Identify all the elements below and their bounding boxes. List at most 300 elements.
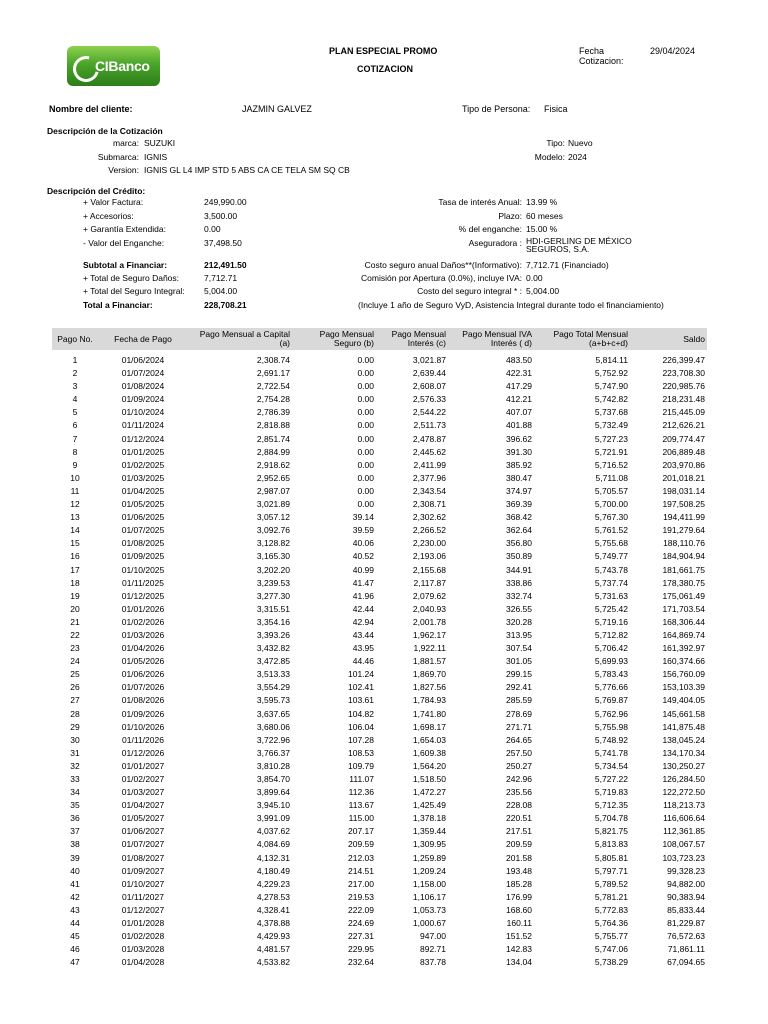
cell-seguro: 113.67	[348, 800, 374, 811]
fecha-label: Fecha Cotizacion:	[579, 46, 624, 66]
version-label: Version:	[108, 165, 139, 175]
cell-iva: 338.86	[506, 577, 532, 588]
cell-seguro: 0.00	[357, 368, 374, 379]
marca-label: marca:	[113, 138, 139, 148]
cell-fecha: 01/12/2024	[121, 433, 165, 444]
cell-total: 5,752.92	[594, 368, 628, 379]
cell-fecha: 01/01/2026	[121, 603, 165, 614]
cell-iva: 483.50	[506, 355, 532, 365]
marca-value: SUZUKI	[144, 138, 176, 148]
cell-total: 5,705.57	[594, 485, 628, 496]
cell-saldo: 85,833.44	[667, 904, 705, 915]
cell-fecha: 01/07/2026	[121, 682, 165, 693]
cell-capital: 3,854.70	[256, 774, 290, 784]
logo-text: CIBanco	[95, 58, 150, 74]
cell-capital: 3,239.53	[256, 577, 290, 588]
cell-total: 5,727.23	[594, 433, 628, 444]
cell-iva: 142.83	[506, 944, 532, 955]
total-value: 228,708.21	[204, 300, 247, 310]
cell-interes: 2,639.44	[412, 368, 446, 379]
cell-total: 5,719.83	[594, 787, 628, 798]
cell-total: 5,700.00	[594, 499, 628, 510]
cell-interes: 1,698.17	[412, 721, 446, 732]
cell-seguro: 104.82	[348, 708, 374, 719]
header-fecha-pago: Fecha de Pago	[114, 333, 172, 344]
table-row	[52, 747, 707, 760]
cell-fecha: 01/09/2026	[121, 708, 165, 719]
cell-total: 5,776.66	[594, 682, 628, 693]
cell-capital: 3,165.30	[256, 551, 290, 562]
valor-factura-label: + Valor Factura:	[83, 197, 144, 207]
cell-saldo: 156,760.09	[662, 669, 705, 680]
cell-interes: 2,117.87	[413, 577, 446, 588]
cell-capital: 4,278.53	[256, 891, 290, 902]
cell-fecha: 01/12/2027	[121, 904, 165, 915]
cell-capital: 2,884.99	[256, 446, 290, 457]
cell-total: 5,732.49	[594, 420, 628, 431]
cell-total: 5,805.81	[594, 852, 628, 863]
cell-iva: 176.99	[506, 891, 532, 902]
cell-pago-no: 1	[72, 355, 78, 365]
cell-total: 5,719.16	[594, 616, 628, 627]
cell-capital: 3,128.82	[256, 538, 290, 549]
cell-interes: 1,827.56	[412, 682, 446, 693]
table-row	[52, 943, 707, 956]
cell-pago-no: 37	[70, 826, 80, 837]
cell-iva: 326.55	[506, 603, 532, 614]
cell-saldo: 134,170.34	[662, 747, 705, 758]
table-row	[52, 577, 707, 590]
cell-fecha: 01/08/2025	[121, 538, 165, 549]
table-row	[52, 917, 707, 930]
cell-interes: 3,021.87	[412, 355, 446, 365]
cell-capital: 3,899.64	[256, 787, 290, 798]
cell-saldo: 153,103.39	[662, 682, 705, 693]
cell-pago-no: 3	[72, 381, 78, 392]
seguro-danos-label: + Total de Seguro Daños:	[83, 273, 180, 283]
cell-saldo: 209,774.47	[662, 433, 705, 444]
modelo-value: 2024	[568, 152, 587, 162]
cell-total: 5,734.54	[594, 760, 628, 771]
cell-interes: 2,377.96	[412, 472, 446, 483]
cell-seguro: 232.64	[348, 957, 374, 968]
table-row	[52, 524, 707, 537]
cell-saldo: 164,869.74	[662, 629, 705, 640]
cell-saldo: 145,661.58	[662, 708, 705, 719]
cell-saldo: 160,374.66	[662, 656, 705, 667]
cliente-label: Nombre del cliente:	[49, 104, 133, 114]
cell-interes: 2,079.62	[412, 590, 446, 601]
cell-capital: 3,513.33	[256, 669, 290, 680]
cell-capital: 2,987.07	[256, 485, 290, 496]
cell-seguro: 0.00	[357, 499, 374, 510]
cell-pago-no: 22	[70, 629, 80, 640]
cell-seguro: 44.46	[352, 656, 374, 667]
cell-seguro: 0.00	[357, 433, 374, 444]
cell-iva: 380.47	[506, 472, 532, 483]
cell-iva: 307.54	[506, 643, 532, 654]
cell-fecha: 01/11/2024	[122, 420, 164, 431]
cell-capital: 2,754.28	[256, 394, 290, 405]
cell-iva: 412.21	[506, 394, 532, 405]
cell-saldo: 141,875.48	[662, 721, 705, 732]
cell-iva: 250.27	[506, 760, 532, 771]
cell-pago-no: 25	[70, 669, 80, 680]
comision-label: Comisión por Apertura (0.0%), incluye IVA:	[361, 273, 522, 283]
cell-seguro: 40.06	[352, 538, 374, 549]
table-row	[52, 459, 707, 472]
cell-interes: 2,544.22	[412, 407, 446, 418]
cell-capital: 4,132.31	[256, 852, 290, 863]
cell-interes: 2,445.62	[412, 446, 446, 457]
cell-total: 5,821.75	[594, 826, 628, 837]
cell-total: 5,755.77	[594, 931, 628, 942]
cotizacion-heading: Descripción de la Cotización	[47, 126, 163, 136]
cell-fecha: 01/07/2027	[121, 839, 165, 850]
cell-total: 5,738.29	[594, 957, 628, 968]
cell-iva: 301.05	[506, 656, 532, 667]
cell-interes: 1,106.17	[412, 891, 446, 902]
comision-value: 0.00	[526, 273, 543, 283]
cell-total: 5,764.36	[594, 918, 628, 929]
costo-integral-value: 5,004.00	[526, 286, 560, 296]
cell-capital: 3,945.10	[256, 800, 290, 811]
header-pago-total: Pago Total Mensual (a+b+c+d)	[553, 329, 628, 348]
cell-interes: 2,001.78	[412, 616, 446, 627]
cell-iva: 374.97	[506, 485, 532, 496]
table-row	[52, 367, 707, 380]
cell-capital: 3,810.28	[256, 760, 290, 771]
table-row	[52, 825, 707, 838]
cell-interes: 2,576.33	[412, 394, 446, 405]
table-row	[52, 393, 707, 406]
cell-seguro: 41.47	[352, 577, 374, 588]
cell-capital: 3,595.73	[256, 695, 290, 706]
cell-seguro: 0.00	[357, 472, 374, 483]
valor-factura-value: 249,990.00	[204, 197, 247, 207]
cell-seguro: 0.00	[357, 381, 374, 392]
cell-fecha: 01/01/2027	[121, 760, 165, 771]
cell-seguro: 0.00	[357, 459, 374, 470]
cell-total: 5,747.90	[594, 381, 628, 392]
cell-saldo: 218,231.48	[662, 394, 705, 405]
cell-iva: 201.58	[506, 852, 532, 863]
cell-capital: 2,691.17	[256, 368, 290, 379]
cell-saldo: 99,328.23	[667, 865, 705, 876]
modelo-label: Modelo:	[534, 152, 565, 162]
cell-saldo: 161,392.97	[662, 643, 705, 654]
cell-pago-no: 16	[70, 551, 80, 562]
cell-interes: 2,511.73	[413, 420, 446, 431]
cell-pago-no: 36	[70, 813, 80, 824]
cell-fecha: 01/08/2024	[121, 381, 165, 392]
cell-saldo: 94,882.00	[667, 878, 705, 889]
cell-interes: 2,230.00	[412, 538, 446, 549]
cell-pago-no: 41	[70, 878, 80, 889]
cell-pago-no: 26	[70, 682, 80, 693]
cell-seguro: 214.51	[348, 865, 374, 876]
cell-fecha: 01/11/2027	[122, 891, 164, 902]
cell-capital: 3,202.20	[256, 564, 290, 575]
cell-fecha: 01/02/2026	[121, 616, 165, 627]
cell-iva: 151.52	[506, 931, 532, 942]
cell-iva: 193.48	[506, 865, 532, 876]
cell-iva: 134.04	[506, 957, 532, 968]
cell-fecha: 01/10/2024	[121, 407, 165, 418]
cell-iva: 285.59	[506, 695, 532, 706]
cell-pago-no: 31	[70, 747, 80, 758]
cell-total: 5,737.74	[594, 577, 628, 588]
tasa-value: 13.99 %	[526, 197, 558, 207]
table-row	[52, 446, 707, 459]
cell-pago-no: 17	[70, 564, 80, 575]
cell-interes: 892.71	[420, 944, 446, 955]
aseguradora-label: Aseguradora :	[468, 238, 522, 248]
cell-fecha: 01/02/2025	[121, 459, 165, 470]
table-row	[52, 433, 707, 446]
cell-saldo: 212,626.21	[662, 420, 705, 431]
cell-seguro: 40.52	[352, 551, 374, 562]
cell-capital: 4,429.93	[256, 931, 290, 942]
header-saldo: Saldo	[683, 333, 705, 344]
cell-capital: 3,554.29	[256, 682, 290, 693]
cell-saldo: 223,708.30	[662, 368, 705, 379]
table-row	[52, 406, 707, 419]
table-row	[52, 956, 707, 969]
cell-interes: 2,308.71	[412, 499, 446, 510]
cell-total: 5,783.43	[594, 669, 628, 680]
cell-iva: 257.50	[506, 747, 532, 758]
cell-interes: 1,784.93	[412, 695, 446, 706]
table-row	[52, 642, 707, 655]
cell-fecha: 01/08/2027	[121, 852, 165, 863]
enganche-value: 37,498.50	[204, 238, 242, 248]
cell-fecha: 01/06/2024	[121, 355, 165, 365]
cell-pago-no: 32	[70, 760, 80, 771]
cell-capital: 4,481.57	[256, 944, 290, 955]
cell-iva: 292.41	[506, 682, 532, 693]
cell-iva: 278.69	[506, 708, 532, 719]
cell-total: 5,727.22	[594, 774, 628, 784]
cell-pago-no: 45	[70, 931, 80, 942]
cell-fecha: 01/10/2027	[121, 878, 165, 889]
cell-pago-no: 46	[70, 944, 80, 955]
cell-seguro: 224.69	[348, 918, 374, 929]
cell-iva: 217.51	[506, 826, 532, 837]
table-row	[52, 564, 707, 577]
cell-interes: 1,378.18	[412, 813, 446, 824]
table-row	[52, 878, 707, 891]
cell-total: 5,772.83	[594, 904, 628, 915]
cell-iva: 385.92	[506, 459, 532, 470]
cell-total: 5,704.78	[594, 813, 628, 824]
cell-seguro: 43.95	[352, 643, 374, 654]
table-row	[52, 419, 707, 432]
cell-capital: 3,021.89	[256, 499, 290, 510]
table-row	[52, 550, 707, 563]
table-row	[52, 350, 707, 367]
cell-saldo: 168,306.44	[662, 616, 705, 627]
costo-integral-label: Costo del seguro integral * :	[417, 286, 522, 296]
header-capital: Pago Mensual a Capital (a)	[199, 329, 290, 348]
cell-iva: 228.08	[506, 800, 532, 811]
cell-iva: 407.07	[506, 407, 532, 418]
cell-interes: 1,869.70	[412, 669, 446, 680]
accesorios-label: + Accesorios:	[83, 211, 134, 221]
cell-fecha: 01/02/2027	[121, 774, 165, 784]
cell-saldo: 191,279.64	[662, 525, 705, 536]
cell-pago-no: 15	[70, 538, 80, 549]
garantia-value: 0.00	[204, 224, 221, 234]
cell-saldo: 71,861.11	[667, 944, 705, 955]
seguro-nota: (Incluye 1 año de Seguro VyD, Asistencia Integral durante todo el financiamiento)	[358, 300, 664, 310]
document-subtitle: COTIZACION	[357, 64, 413, 74]
cell-capital: 3,766.37	[256, 747, 290, 758]
cell-capital: 3,680.06	[256, 721, 290, 732]
table-row	[52, 498, 707, 511]
cell-interes: 837.78	[420, 957, 446, 968]
cell-interes: 947.00	[420, 931, 446, 942]
cell-pago-no: 28	[70, 708, 80, 719]
table-row	[52, 616, 707, 629]
cell-total: 5,814.11	[595, 355, 628, 365]
enganche-label: - Valor del Enganche:	[83, 238, 165, 248]
cell-seguro: 0.00	[357, 420, 374, 431]
cell-interes: 1,654.03	[412, 734, 446, 745]
table-row	[52, 629, 707, 642]
cell-interes: 1,609.38	[412, 747, 446, 758]
cell-interes: 2,155.68	[412, 564, 446, 575]
cell-capital: 4,084.69	[256, 839, 290, 850]
cell-capital: 4,328.41	[256, 904, 290, 915]
cell-pago-no: 6	[72, 420, 78, 431]
cell-capital: 2,308.74	[256, 355, 290, 365]
cell-interes: 2,266.52	[412, 525, 446, 536]
cell-saldo: 116,606.64	[663, 813, 705, 824]
cell-fecha: 01/05/2026	[121, 656, 165, 667]
cell-fecha: 01/12/2025	[121, 590, 165, 601]
table-row	[52, 734, 707, 747]
cell-fecha: 01/03/2028	[121, 944, 165, 955]
cell-saldo: 103,723.23	[662, 852, 705, 863]
cell-iva: 168.60	[506, 904, 532, 915]
table-row	[52, 694, 707, 707]
cell-capital: 3,092.76	[256, 525, 290, 536]
document-title: PLAN ESPECIAL PROMO	[329, 46, 438, 56]
cell-pago-no: 7	[72, 433, 78, 444]
cell-pago-no: 20	[70, 603, 80, 614]
cell-iva: 242.96	[506, 774, 532, 784]
cell-seguro: 115.00	[348, 813, 374, 824]
header-iva-interes: Pago Mensual IVA Interés ( d)	[462, 329, 532, 348]
cell-fecha: 01/02/2028	[121, 931, 165, 942]
tipo-value: Nuevo	[568, 138, 593, 148]
cell-seguro: 111.07	[349, 774, 374, 784]
cell-capital: 4,180.49	[256, 865, 290, 876]
cell-iva: 235.56	[506, 787, 532, 798]
cell-seguro: 217.00	[348, 878, 374, 889]
amortization-table	[52, 328, 707, 969]
cell-saldo: 149,404.05	[662, 695, 705, 706]
cell-fecha: 01/09/2024	[121, 394, 165, 405]
cell-interes: 1,209.24	[412, 865, 446, 876]
pct-enganche-label: % del enganche:	[458, 224, 522, 234]
cell-iva: 160.11	[506, 918, 532, 929]
cell-interes: 1,309.95	[412, 839, 446, 850]
cell-interes: 1,472.27	[412, 787, 446, 798]
cell-pago-no: 8	[72, 446, 78, 457]
cell-pago-no: 11	[70, 485, 80, 496]
table-row	[52, 930, 707, 943]
cell-seguro: 42.94	[352, 616, 374, 627]
cell-pago-no: 13	[70, 512, 80, 523]
cell-fecha: 01/10/2026	[121, 721, 165, 732]
cell-capital: 2,918.62	[256, 459, 290, 470]
cell-total: 5,743.78	[594, 564, 628, 575]
cell-saldo: 130,250.27	[662, 760, 705, 771]
tipo-label: Tipo:	[546, 138, 565, 148]
cell-seguro: 101.24	[348, 669, 374, 680]
cell-interes: 1,259.89	[412, 852, 446, 863]
cell-saldo: 198,031.14	[662, 485, 705, 496]
cell-capital: 3,432.82	[256, 643, 290, 654]
cell-pago-no: 18	[70, 577, 80, 588]
table-row	[52, 904, 707, 917]
cell-interes: 1,518.50	[412, 774, 446, 784]
table-row	[52, 708, 707, 721]
cell-iva: 185.28	[506, 878, 532, 889]
cell-total: 5,741.78	[594, 747, 628, 758]
cell-saldo: 126,284.50	[662, 774, 705, 784]
table-row	[52, 852, 707, 865]
cell-saldo: 184,904.94	[662, 551, 705, 562]
cell-seguro: 42.44	[352, 603, 374, 614]
cell-interes: 1,000.67	[412, 918, 446, 929]
cell-total: 5,767.30	[594, 512, 628, 523]
cell-fecha: 01/12/2026	[121, 747, 165, 758]
cell-seguro: 0.00	[357, 485, 374, 496]
cell-iva: 313.95	[506, 629, 532, 640]
cell-pago-no: 38	[70, 839, 80, 850]
cell-fecha: 01/03/2027	[121, 787, 165, 798]
cell-saldo: 81,229.87	[667, 918, 705, 929]
cell-seguro: 40.99	[352, 564, 374, 575]
cell-pago-no: 4	[72, 394, 78, 405]
cell-pago-no: 47	[70, 957, 80, 968]
cell-iva: 369.39	[506, 499, 532, 510]
cell-seguro: 222.09	[348, 904, 374, 915]
costo-danos-value: 7,712.71 (Financiado)	[526, 260, 609, 270]
cell-total: 5,813.83	[594, 839, 628, 850]
cell-seguro: 109.79	[348, 760, 374, 771]
tasa-label: Tasa de interés Anual:	[438, 197, 522, 207]
cell-interes: 2,411.99	[413, 459, 446, 470]
cell-capital: 4,229.23	[256, 878, 290, 889]
cliente-name: JAZMIN GALVEZ	[242, 104, 312, 114]
cell-interes: 2,478.87	[412, 433, 446, 444]
cell-total: 5,749.77	[594, 551, 628, 562]
cell-pago-no: 23	[70, 643, 80, 654]
tipo-persona-value: Fisica	[544, 104, 568, 114]
cell-pago-no: 39	[70, 852, 80, 863]
cell-iva: 299.15	[506, 669, 532, 680]
cell-total: 5,721.91	[594, 446, 628, 457]
cell-saldo: 226,399.47	[662, 355, 705, 365]
garantia-label: + Garantía Extendida:	[83, 224, 166, 234]
cell-total: 5,706.42	[594, 643, 628, 654]
plazo-label: Plazo:	[498, 211, 522, 221]
cell-fecha: 01/05/2027	[121, 813, 165, 824]
